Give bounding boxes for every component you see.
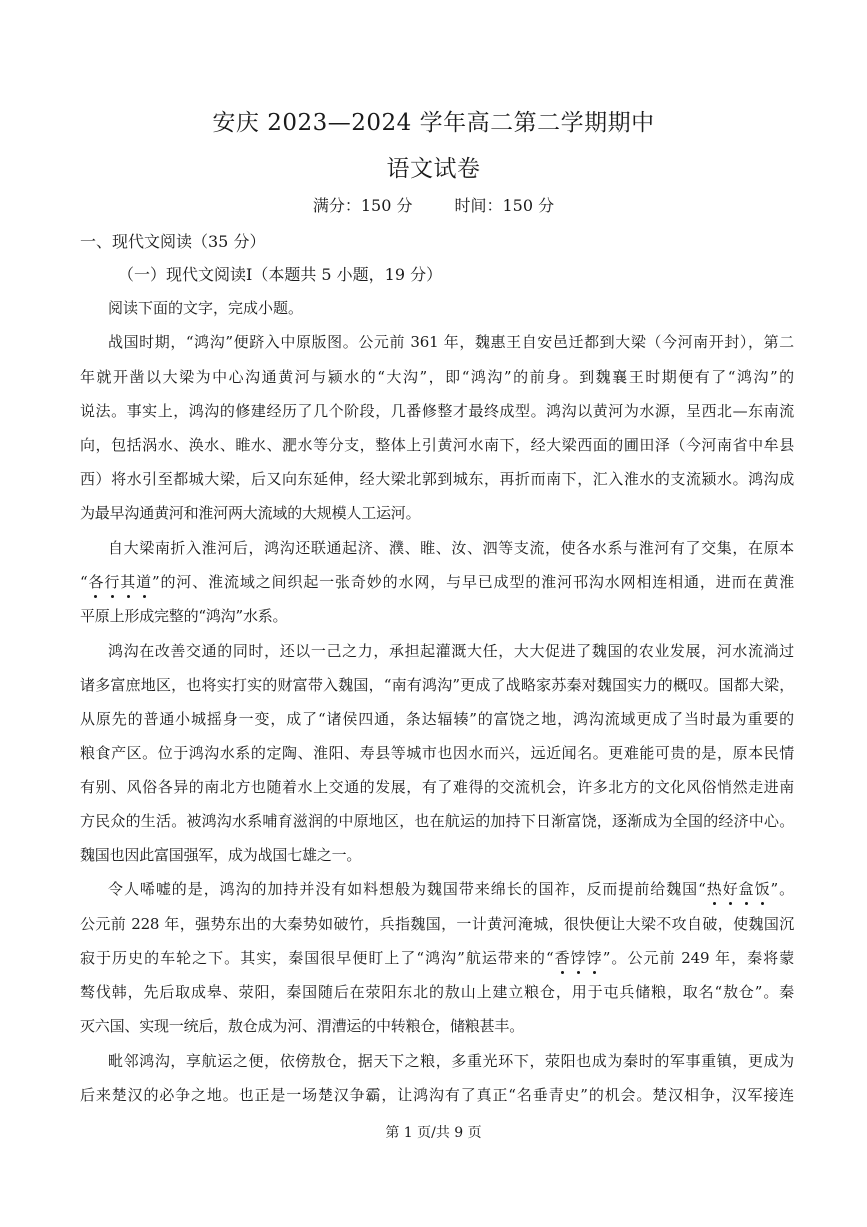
instruction: 阅读下面的文字，完成小题。 [108,299,304,317]
passage-line: 年就开凿以大梁为中心沟通黄河与颍水的“大沟”，即“鸿沟”的前身。到魏襄王时期便有了“鸿沟”的 [80,368,794,386]
passage-line: 自大梁南折入淮河后，鸿沟还联通起济、濮、睢、汝、泗等支流，使各水系与淮河有了交集，在原本 [108,539,794,557]
passage-line-emphasis: 寂于历史的车轮之下。其实，秦国很早便盯上了“鸿沟”航运带来的“香饽饽”。公元前 249 年，秦将蒙 [80,949,794,967]
passage-line-emphasis: “各行其道”的河、淮流域之间织起一张奇妙的水网，与早已成型的淮河邗沟水网相连相通，进而在黄淮 [80,573,794,591]
passage-line: 西）将水引至都城大梁，后又向东延伸，经大梁北郭到城东，再折而南下，汇入淮水的支流颍水。鸿沟成 [80,470,794,488]
passage-line-emphasis: 令人唏嘘的是，鸿沟的加持并没有如料想般为魏国带来绵长的国祚，反而提前给魏国“热好盒饭”。 [108,880,794,898]
passage-line: 毗邻鸿沟，享航运之便，依傍敖仓，据天下之粮，多重光环下，荥阳也成为秦时的军事重镇，更成为 [108,1052,794,1070]
passage-line: 战国时期，“鸿沟”便跻入中原版图。公元前 361 年，魏惠王自安邑迁都到大梁（今河南开封），第二 [108,333,794,351]
passage-line: 骜伐韩，先后取成皋、荥阳，秦国随后在荥阳东北的敖山上建立粮仓，用于屯兵储粮，取名“敖仓”。秦 [80,983,794,1001]
exam-title: 安庆 2023—2024 学年高二第二学期期中 [212,110,655,136]
passage-line: 诸多富庶地区，也将实打实的财富带入魏国，“南有鸿沟”更成了战略家苏秦对魏国实力的概叹。国都大梁， [80,676,794,694]
page-number: 第 1 页/共 9 页 [385,1125,482,1141]
passage-line: 说法。事实上，鸿沟的修建经历了几个阶段，几番修整才最终成型。鸿沟以黄河为水源，呈西北—东南流 [80,402,794,420]
sub-section-heading: （一）现代文阅读Ⅰ（本题共 5 小题，19 分） [118,265,443,284]
passage-line: 魏国也因此富国强军，成为战国七雄之一。 [80,846,362,864]
section-heading: 一、现代文阅读（35 分） [80,232,266,251]
passage-line: 从原先的普通小城摇身一变，成了“诸侯四通，条达辐辏”的富饶之地，鸿沟流域更成了当时最为重要的 [80,710,794,728]
full-score: 满分：150 分 [312,196,413,215]
passage-line: 为最早沟通黄河和淮河两大流域的大规模人工运河。 [80,504,421,522]
passage-line: 平原上形成完整的“鸿沟”水系。 [80,607,288,625]
passage-line: 方民众的生活。被鸿沟水系哺育滋润的中原地区，也在航运的加持下日渐富饶，逐渐成为全国的经济中心。 [80,812,794,830]
exam-meta [0,193,867,216]
passage-line: 向，包括涡水、涣水、睢水、淝水等分支，整体上引黄河水南下，经大梁西面的圃田泽（今河南省中牟县 [80,436,794,454]
exam-time: 时间：150 分 [454,196,555,215]
passage-line: 有别、风俗各异的南北方也随着水上交通的发展，有了难得的交流机会，许多北方的文化风俗悄然走进南 [80,778,794,796]
passage-line: 灭六国、实现一统后，敖仓成为河、渭漕运的中转粮仓，储粮甚丰。 [80,1017,525,1035]
exam-subtitle: 语文试卷 [386,156,481,182]
passage-line: 鸿沟在改善交通的同时，还以一己之力，承担起灌溉大任，大大促进了魏国的农业发展，河水流淌过 [108,642,794,660]
passage-line: 公元前 228 年，强势东出的大秦势如破竹，兵指魏国，一计黄河淹城，很快便让大梁不攻自破，使魏国沉 [80,915,794,933]
passage-line: 后来楚汉的必争之地。也正是一场楚汉争霸，让鸿沟有了真正“名垂青史”的机会。楚汉相争，汉军接连 [80,1086,794,1104]
passage-line: 粮食产区。位于鸿沟水系的定陶、淮阳、寿县等城市也因水而兴，远近闻名。更难能可贵的是，原本民情 [80,744,794,762]
